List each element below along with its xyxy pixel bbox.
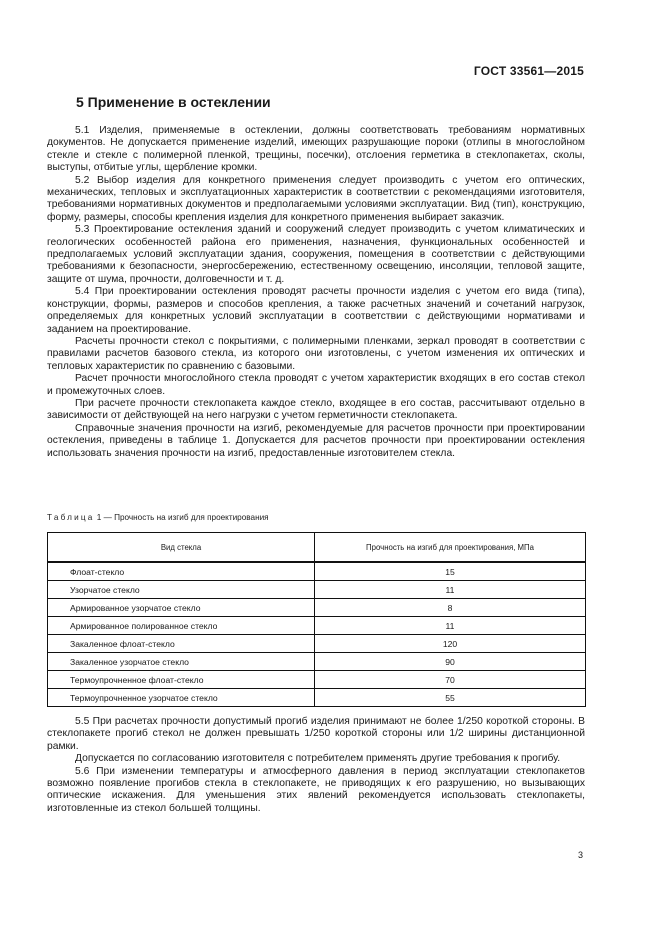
strength-value-cell: 8 (315, 599, 586, 617)
paragraph-deflection-agreement: Допускается по согласованию изготовителя с потребителем применять другие требования к прогибу. (75, 753, 561, 765)
paragraph-5-5: 5.5 При расчетах прочности допустимый прогиб изделия принимают не более 1/250 короткой стороны. В стеклопакете прогиб стекол не должен превышать 1/250 короткой стороны или 1/2 ширины дистанционной рамки. (47, 716, 585, 752)
table-row (48, 599, 586, 617)
table-row (48, 653, 586, 671)
table-row (48, 671, 586, 689)
standard-code: ГОСТ 33561—2015 (473, 64, 584, 78)
paragraph-5-1: 5.1 Изделия, применяемые в остеклении, должны соответствовать требованиям нормативных документов. Не допускается применение изделий, имеющих разрушающие пороки (отлипы в многослойном стекле и стекле с полимерной пленкой, трещины, посечки), отслоения герметика в стеклопакетах, сколы, выступы, отбитые углы, щербление кромки. (47, 125, 585, 174)
header-glass-type: Вид стекла (48, 533, 315, 563)
glass-type-cell: Армированное узорчатое стекло (48, 599, 315, 617)
strength-value-cell: 55 (315, 689, 586, 707)
glass-type-cell: Армированное полированное стекло (48, 617, 315, 635)
paragraph-5-3: 5.3 Проектирование остекления зданий и сооружений следует производить с учетом климатических и геологических особенностей района его применения, назначения, функциональных особенностей и предполагаемых условий эксплуатации здания, сооружения, помещения в соответствии с действующими требованиями к безопасности, энергосбережению, естественному освещению, инсоляции, тепловой защите, защите от шума, прочности, долговечности и т. д. (47, 224, 585, 285)
paragraphs-before-table (47, 125, 585, 460)
glass-type-cell: Флоат-стекло (48, 562, 315, 581)
strength-table (47, 532, 586, 707)
table-caption-text: 1 — Прочность на изгиб для проектирования (94, 513, 269, 522)
paragraph-5-6: 5.6 При изменении температуры и атмосферного давления в период эксплуатации стеклопакетов возможно появление прогибов стекла в стеклопакете, не приводящих к его разрушению, но вызывающих оптические искажения. Для уменьшения этих явлений рекомендуется использовать стеклопакеты, изготовленные из стекол большей толщины. (47, 765, 585, 814)
glass-type-cell: Термоупрочненное узорчатое стекло (48, 689, 315, 707)
table-row (48, 689, 586, 707)
strength-value-cell: 70 (315, 671, 586, 689)
table-header-row (48, 533, 586, 563)
table-caption (47, 513, 269, 522)
section-title: 5 Применение в остеклении (76, 94, 271, 110)
strength-value-cell: 15 (315, 562, 586, 581)
glass-type-cell: Закаленное флоат-стекло (48, 635, 315, 653)
table-caption-label: Таблица (47, 513, 95, 522)
table-row (48, 617, 586, 635)
paragraph-coatings: Расчеты прочности стекол с покрытиями, с полимерными пленками, зеркал проводят в соответствии с правилами расчетов базового стекла, из которого они изготовлены, с учетом изменения их оптических и тепловых характеристик по сравнению с базовыми. (47, 335, 585, 372)
strength-value-cell: 120 (315, 635, 586, 653)
table-row (48, 581, 586, 599)
paragraph-glass-unit: При расчете прочности стеклопакета каждое стекло, входящее в его состав, рассчитывают отдельно в зависимости от действующей на него нагрузки с учетом герметичности стеклопакета. (47, 397, 585, 422)
glass-type-cell: Узорчатое стекло (48, 581, 315, 599)
paragraph-5-2: 5.2 Выбор изделия для конкретного применения следует производить с учетом его оптических, механических, тепловых и эксплуатационных характеристик в соответствии с рекомендациями изготовителя, требованиями нормативных документов и предполагаемыми условиями эксплуатации. Вид (тип), конструкцию, форму, размеры, способы крепления изделия для конкретного применения выбирает заказчик. (47, 174, 585, 223)
table-row (48, 635, 586, 653)
page-number: 3 (578, 850, 584, 860)
glass-type-cell: Закаленное узорчатое стекло (48, 653, 315, 671)
strength-value-cell: 11 (315, 581, 586, 599)
paragraph-reference-values: Справочные значения прочности на изгиб, рекомендуемые для расчетов прочности при проектировании остекления, приведены в таблице 1. Допускается для расчетов прочности при проектировании остекления использовать значения прочности на изгиб, предоставленные изготовителем стекла. (47, 422, 585, 459)
glass-type-cell: Термоупрочненное флоат-стекло (48, 671, 315, 689)
strength-value-cell: 90 (315, 653, 586, 671)
table-row (48, 562, 586, 581)
strength-value-cell: 11 (315, 617, 586, 635)
paragraphs-after-table (47, 716, 585, 815)
paragraph-5-4: 5.4 При проектировании остекления проводят расчеты прочности изделия с учетом его вида (типа), конструкции, формы, размеров и способов крепления, а также расчетных значений и сочетаний нагрузок, определяемых для конкретных условий эксплуатации в соответствии с действующими нормативами и заданием на проектирование. (47, 286, 585, 335)
header-strength: Прочность на изгиб для проектирования, МПа (315, 533, 586, 563)
paragraph-laminated: Расчет прочности многослойного стекла проводят с учетом характеристик входящих в его состав стекол и промежуточных слоев. (47, 373, 585, 397)
